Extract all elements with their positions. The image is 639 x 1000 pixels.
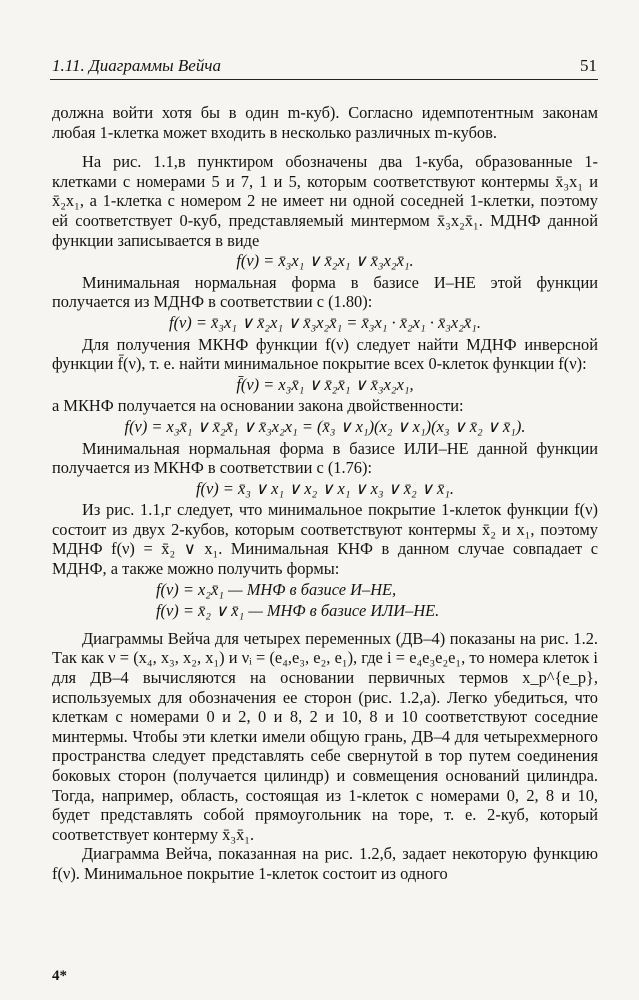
formula: f(ν) = x₂x̄₁ — МНФ в базисе И–НЕ, [156,579,397,599]
paragraph: а МКНФ получается на основании закона двойственности: [52,396,464,416]
paragraph: Минимальная нормальная форма в базисе ИЛИ–НЕ данной функции получается из МКНФ в соответствии с (1.76): [52,438,598,478]
formula: f(ν) = x̄₂ ∨ x̄₁ — МНФ в базисе ИЛИ–НЕ. [156,601,440,621]
page-number: 51 [580,56,597,75]
signature-mark: 4* [52,968,67,984]
header-rule [50,79,598,80]
formula: f(ν) = x₃x̄₁ ∨ x̄₂x̄₁ ∨ x̄₃x₂x₁ = (x̄₃ ∨ x₁)(x₂ ∨ x₁)(x₃ ∨ x̄₂ ∨ x̄₁). [124,416,526,436]
paragraph: На рис. 1.1,в пунктиром обозначены два 1-куба, образованные 1-клетками с номерами 5 и 7, 1 и 5, которым соответствуют контермы x̄₃x₁ и x̄₂x₁, а 1-клетка с номером 2 не имеет ни одной соседней 1-клетки, поэтому ей соответствует 0-куб, представляемый минтермом x̄₃x₂x̄₁. МДНФ данной функции записывается в виде [52,152,598,250]
paragraph: должна войти хотя бы в один m-куб). Согласно идемпотентным законам любая 1-клетка может входить в несколько различных m-кубов. [52,103,598,142]
formula: f(ν) = x̄₃ ∨ x₁ ∨ x₂ ∨ x₁ ∨ x₃ ∨ x̄₂ ∨ x̄₁. [195,478,455,498]
paragraph: Диаграмма Вейча, показанная на рис. 1.2,б, задает некоторую функцию f(ν). Минимальное покрытие 1-клеток состоит из одного [52,844,598,883]
paragraph: Минимальная нормальная форма в базисе И–НЕ этой функции получается из МДНФ в соответствии с (1.80): [52,272,598,312]
formula: f(ν) = x̄₃x₁ ∨ x̄₂x₁ ∨ x̄₃x₂x̄₁. [236,251,414,271]
paragraph: Для получения МКНФ функции f(ν) следует найти МДНФ инверсной функции f̄(ν), т. е. найти минимальное покрытие всех 0-клеток функции f(ν): [52,334,598,374]
section-title: 1.11. Диаграммы Вейча [52,56,221,75]
paragraph: Из рис. 1.1,г следует, что минимальное покрытие 1-клеток функции f(ν) состоит из двух 2-кубов, которым соответствуют контермы x̄₂ и x₁, поэтому МДНФ f(ν) = x̄₂ ∨ x₁. Минимальная КНФ в данном случае совпадает с МДНФ, а также можно получить формы: [52,500,598,579]
formula: f̄(ν) = x₃x̄₁ ∨ x̄₂x̄₁ ∨ x̄₃x₂x₁, [236,374,414,394]
page-body [52,103,598,884]
paragraph: Диаграммы Вейча для четырех переменных (ДВ–4) показаны на рис. 1.2. Так как ν = (x₄, x₃, x₂, x₁) и νᵢ = (e₄,e₃, e₂, e₁), где i = e₄e₃e₂e₁, то номера клеток i для ДВ–4 вычисляются на основании первичных термов x_p^{e_p}, используемых для обозначения ее сторон (рис. 1.2,а). Легко убедиться, что клеткам с номерами 0 и 2, 0 и 8, 2 и 10, 8 и 10 соответствуют соседние минтермы. Чтобы эти клетки имели общую грань, ДВ–4 для четырехмерного пространства следует представлять себе свернутой в тор путем соединения боковых сторон (получается цилиндр) и совмещения оснований цилиндра. Тогда, например, область, состоящая из 1-клеток с номерами 0, 2, 8 и 10, будет представлять собой прямоугольник на торе, т. е. 2-куб, который соответствует контерму x̄₃x̄₁. [52,628,598,844]
running-header [52,56,597,78]
formula: f(ν) = x̄₃x₁ ∨ x̄₂x₁ ∨ x̄₃x₂x̄₁ = x̄₃x₁ · x̄₂x₁ · x̄₃x₂x̄₁. [169,312,481,332]
